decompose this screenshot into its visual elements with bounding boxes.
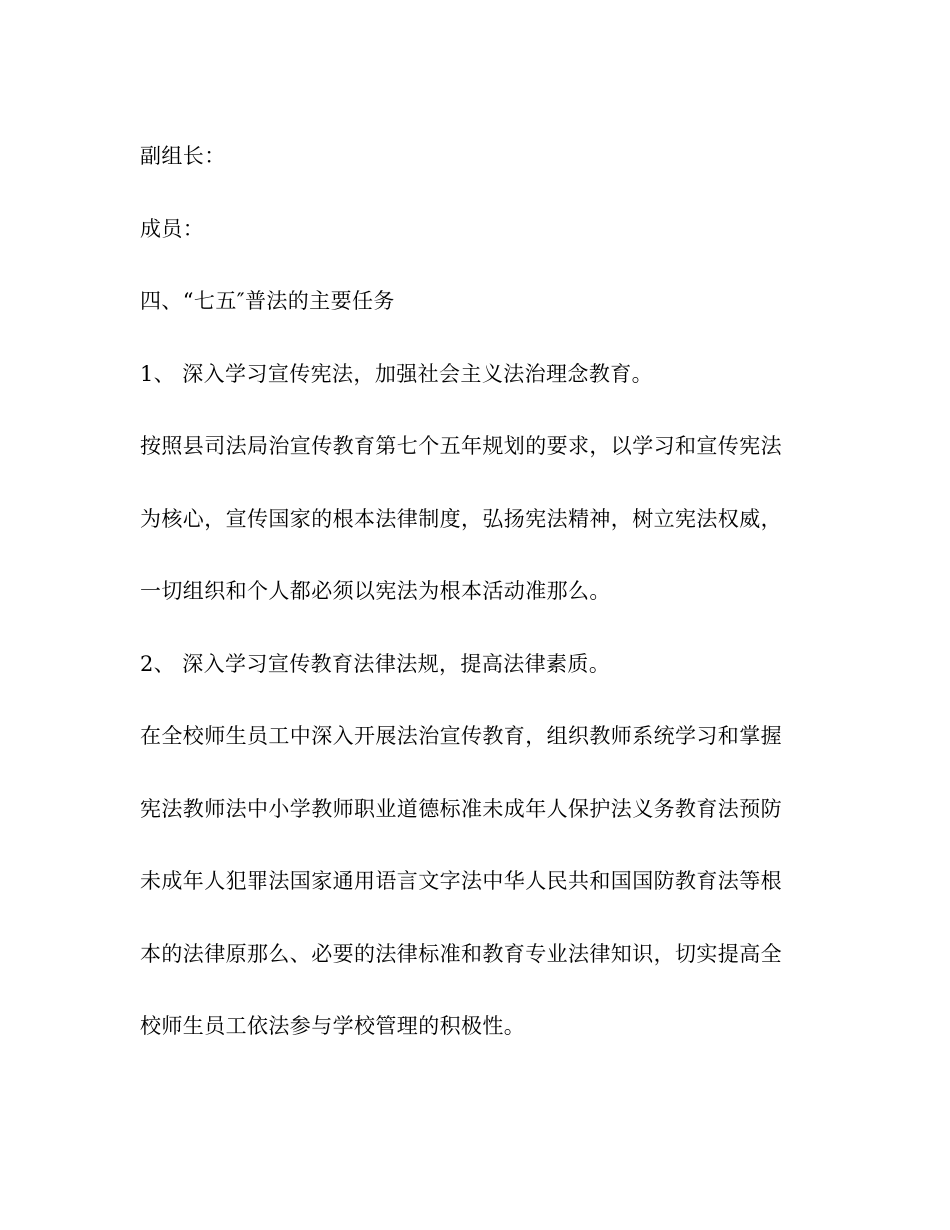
task-2-heading: 2、 深入学习宣传教育法律法规，提高法律素质。	[140, 652, 611, 676]
paragraph-line: 按照县司法局治宣传教育第七个五年规划的要求，以学习和宣传宪法	[140, 434, 782, 458]
section-heading: 四、“七五″普法的主要任务	[140, 289, 395, 313]
paragraph-line: 宪法教师法中小学教师职业道德标准未成年人保护法义务教育法预防	[140, 797, 782, 821]
paragraph-line: 在全校师生员工中深入开展法治宣传教育，组织教师系统学习和掌握	[140, 724, 782, 748]
paragraph-line: 一切组织和个人都必须以宪法为根本活动准那么。	[140, 579, 611, 603]
paragraph-line: 校师生员工依法参与学校管理的积极性。	[140, 1014, 526, 1038]
paragraph-line: 未成年人犯罪法国家通用语言文字法中华人民共和国国防教育法等根	[140, 869, 782, 893]
paragraph-line: 本的法律原那么、必要的法律标准和教育专业法律知识，切实提高全	[140, 942, 782, 966]
members-line: 成员：	[140, 217, 205, 241]
task-1-heading: 1、 深入学习宣传宪法，加强社会主义法治理念教育。	[140, 362, 654, 386]
deputy-leader-line: 副组长：	[140, 144, 226, 168]
paragraph-line: 为核心，宣传国家的根本法律制度，弘扬宪法精神，树立宪法权威，	[140, 507, 782, 531]
